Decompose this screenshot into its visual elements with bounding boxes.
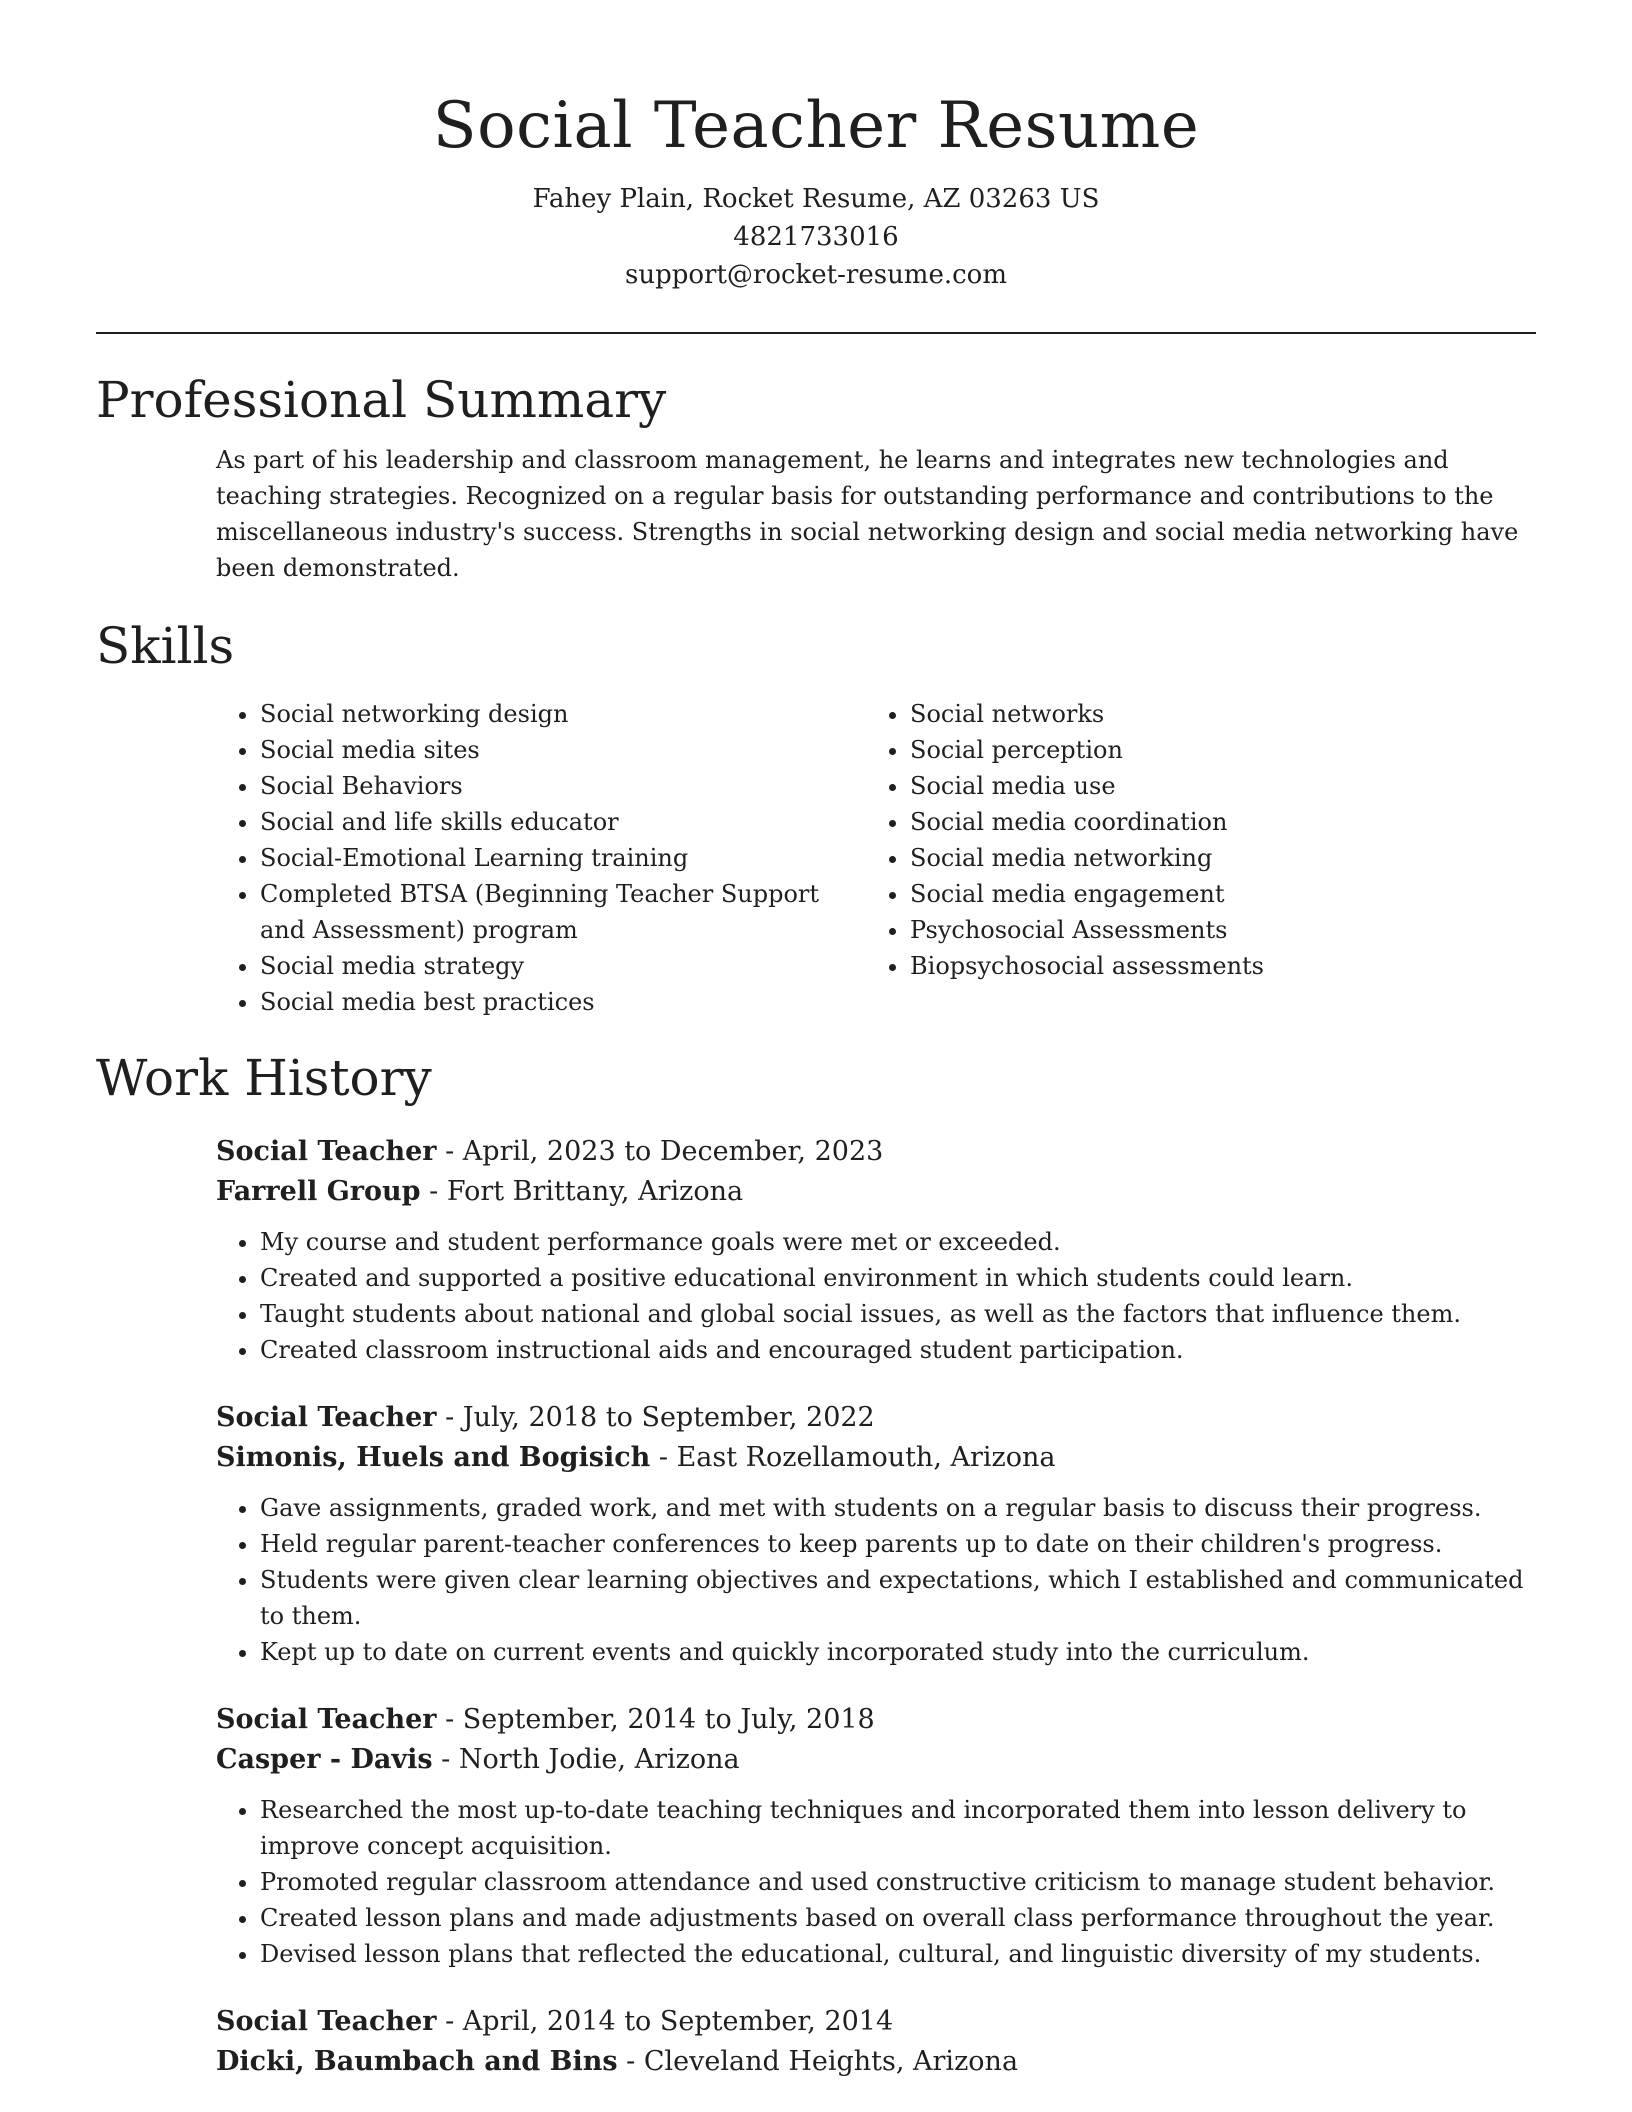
- job-role-line: [216, 2002, 1536, 2042]
- job-bullet: • Held regular parent-teacher conferences to keep parents up to date on their children's progress.: [260, 1526, 1536, 1562]
- resume-title: Social Teacher Resume: [432, 89, 1200, 163]
- job-bullets: [216, 1490, 1536, 1670]
- job-role-line: [216, 1700, 1536, 1740]
- skill-item: • Social and life skills educator: [260, 804, 866, 840]
- job-role: Social Teacher: [216, 2006, 437, 2037]
- job-role: Social Teacher: [216, 1402, 437, 1433]
- job-dates: - April, 2014 to September, 2014: [436, 2006, 894, 2037]
- job-bullet: • Gave assignments, graded work, and met with students on a regular basis to discuss their progress.: [260, 1490, 1536, 1526]
- job-location: - North Jodie, Arizona: [432, 1744, 740, 1775]
- job-dates: - April, 2023 to December, 2023: [436, 1136, 884, 1167]
- contact-phone: 4821733016: [733, 222, 899, 252]
- skill-item: • Social media strategy: [260, 948, 866, 984]
- resume-header: [96, 0, 1536, 294]
- job-bullet: • Promoted regular classroom attendance and used constructive criticism to manage student behavior.: [260, 1864, 1536, 1900]
- skill-item: • Social media engagement: [910, 876, 1516, 912]
- job-dates: - September, 2014 to July, 2018: [436, 1704, 875, 1735]
- job-bullet: • Kept up to date on current events and quickly incorporated study into the curriculum.: [260, 1634, 1536, 1670]
- work-history-heading: Work History: [96, 1049, 432, 1107]
- skill-item: • Social networks: [910, 696, 1516, 732]
- job-bullet: • Created and supported a positive educational environment in which students could learn.: [260, 1260, 1536, 1296]
- job-bullet: • Created lesson plans and made adjustments based on overall class performance throughout the year.: [260, 1900, 1536, 1936]
- job-bullet: • Students were given clear learning objectives and expectations, which I established and communicated to them.: [260, 1562, 1536, 1634]
- skill-item: • Social media networking: [910, 840, 1516, 876]
- skill-item: • Social media use: [910, 768, 1516, 804]
- job-entry-2: [216, 1398, 1536, 1670]
- summary-text: As part of his leadership and classroom management, he learns and integrates new technologies and teaching strategies. Recognized on a regular basis for outstanding performance and contributions to the miscellaneous industry's success. Strengths in social networking design and social media networking have been demonstrated.: [216, 446, 1519, 582]
- skill-item: • Social media coordination: [910, 804, 1516, 840]
- skills-column-left: [216, 696, 866, 1020]
- contact-info: [96, 180, 1536, 294]
- job-company: Casper - Davis: [216, 1744, 433, 1775]
- skill-item: • Social networking design: [260, 696, 866, 732]
- job-company: Dicki, Baumbach and Bins: [216, 2046, 618, 2077]
- job-bullet: • Devised lesson plans that reflected the educational, cultural, and linguistic diversity of my students.: [260, 1936, 1536, 1972]
- job-company: Simonis, Huels and Bogisich: [216, 1442, 651, 1473]
- job-role: Social Teacher: [216, 1704, 437, 1735]
- job-entry-4: [216, 2002, 1536, 2082]
- job-company: Farrell Group: [216, 1176, 421, 1207]
- job-entry-1: [216, 1132, 1536, 1368]
- job-bullet: • Researched the most up-to-date teaching techniques and incorporated them into lesson delivery to improve concept acquisition.: [260, 1792, 1536, 1864]
- job-bullet: • My course and student performance goals were met or exceeded.: [260, 1224, 1536, 1260]
- skill-item: • Social perception: [910, 732, 1516, 768]
- header-divider: [96, 332, 1536, 334]
- job-role-line: [216, 1398, 1536, 1438]
- job-bullet: • Taught students about national and global social issues, as well as the factors that influence them.: [260, 1296, 1536, 1332]
- job-company-line: [216, 2042, 1536, 2082]
- skill-item: • Social media best practices: [260, 984, 866, 1020]
- job-role-line: [216, 1132, 1536, 1172]
- job-location: - East Rozellamouth, Arizona: [650, 1442, 1056, 1473]
- contact-address: Fahey Plain, Rocket Resume, AZ 03263 US: [532, 184, 1100, 214]
- skill-item: • Completed BTSA (Beginning Teacher Support and Assessment) program: [260, 876, 866, 948]
- job-bullets: [216, 1792, 1536, 1972]
- job-location: - Fort Brittany, Arizona: [420, 1176, 744, 1207]
- skill-item: • Social Behaviors: [260, 768, 866, 804]
- job-company-line: [216, 1172, 1536, 1212]
- skill-item: • Psychosocial Assessments: [910, 912, 1516, 948]
- job-entry-3: [216, 1700, 1536, 1972]
- summary-heading: Professional Summary: [96, 371, 667, 429]
- job-company-line: [216, 1438, 1536, 1478]
- skills-column-right: [866, 696, 1516, 1020]
- job-dates: - July, 2018 to September, 2022: [436, 1402, 875, 1433]
- job-role: Social Teacher: [216, 1136, 437, 1167]
- skill-item: • Social-Emotional Learning training: [260, 840, 866, 876]
- skills-list: [216, 696, 1536, 1020]
- job-company-line: [216, 1740, 1536, 1780]
- job-location: - Cleveland Heights, Arizona: [617, 2046, 1019, 2077]
- skills-heading: Skills: [96, 617, 235, 675]
- job-bullets: [216, 1224, 1536, 1368]
- contact-email: support@rocket-resume.com: [624, 260, 1007, 290]
- job-bullet: • Created classroom instructional aids and encouraged student participation.: [260, 1332, 1536, 1368]
- resume-page: [96, 0, 1536, 2082]
- skill-item: • Biopsychosocial assessments: [910, 948, 1516, 984]
- skill-item: • Social media sites: [260, 732, 866, 768]
